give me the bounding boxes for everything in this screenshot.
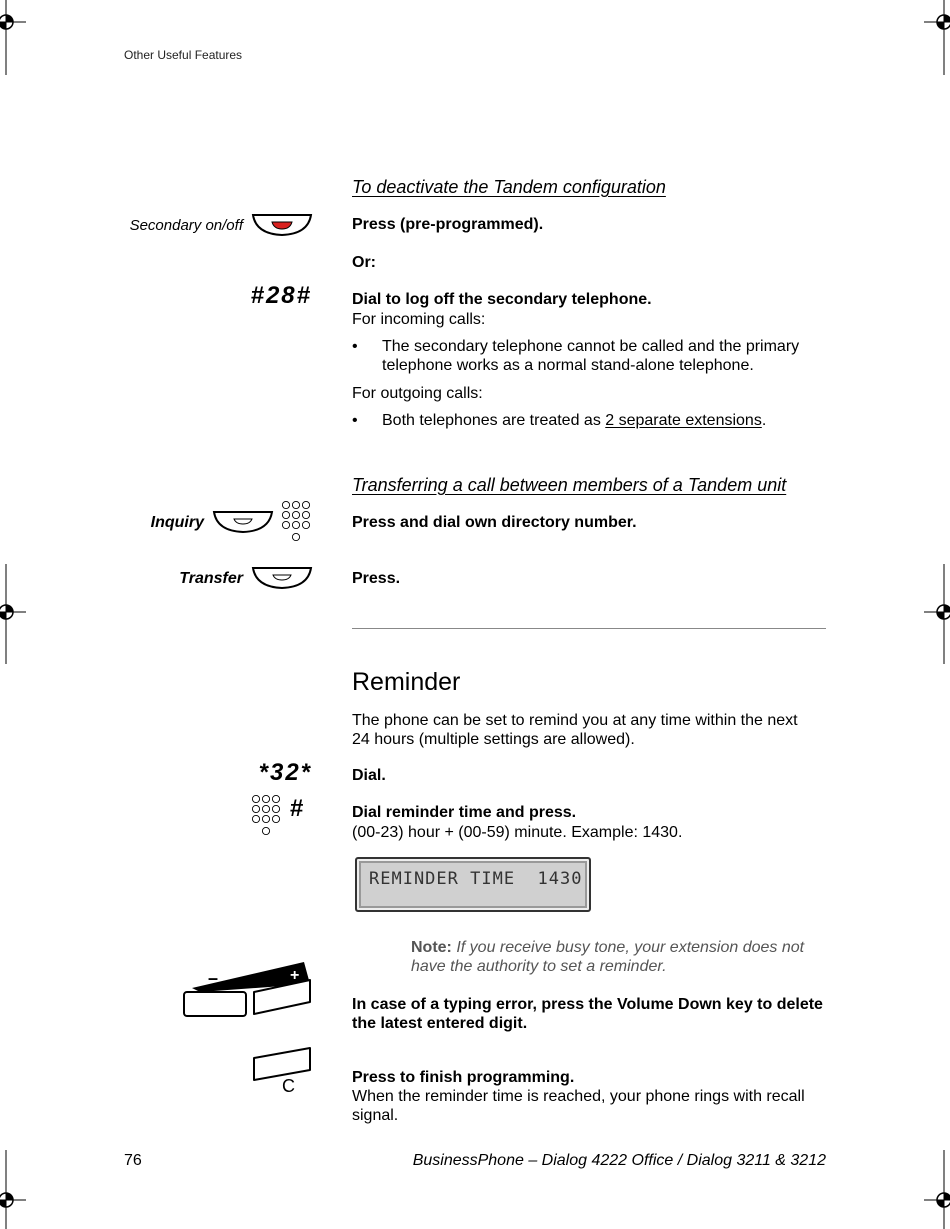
deactivate-tandem-heading: To deactivate the Tandem configuration — [352, 177, 666, 197]
outgoing-bullet-text: Both telephones are treated as 2 separate extensions. — [382, 412, 767, 429]
hash-key-symbol: # — [290, 795, 304, 822]
registration-mark-bottom-left — [0, 1150, 30, 1229]
keypad-icon — [279, 499, 315, 545]
transfer-label: Transfer — [179, 570, 243, 587]
reminder-code: *32* — [258, 759, 312, 786]
registration-mark-mid-left — [0, 564, 30, 664]
reminder-dial-text: Dial. — [352, 767, 386, 784]
secondary-on-off-key-icon — [250, 212, 314, 238]
note-label: Note: — [411, 939, 452, 956]
finish-detail: When the reminder time is reached, your phone rings with recall signal. — [352, 1088, 805, 1124]
press-preprogrammed-text: Press (pre-programmed). — [352, 216, 544, 233]
note-text: If you receive busy tone, your extension does not have the authority to set a reminder. — [411, 939, 805, 975]
transfer-key-icon — [250, 565, 314, 591]
inquiry-key-icon — [211, 509, 275, 535]
section-divider — [352, 628, 826, 629]
reminder-title: Reminder — [352, 668, 461, 696]
volume-plus-symbol: + — [290, 967, 300, 984]
transfer-instruction: Press. — [352, 570, 401, 587]
registration-mark-top-right — [920, 0, 950, 80]
bullet-icon: • — [352, 412, 358, 429]
outgoing-calls-label: For outgoing calls: — [352, 385, 483, 402]
transfer-tandem-heading: Transferring a call between members of a Tandem unit — [352, 475, 787, 495]
footer-title: BusinessPhone – Dialog 4222 Office / Dialog 3211 & 3212 — [412, 1152, 826, 1169]
dial-log-off-text: Dial to log off the secondary telephone. — [352, 291, 652, 308]
incoming-bullet-text: The secondary telephone cannot be called and the primary telephone works as a normal stand-alone telephone. — [382, 338, 800, 374]
clear-key-label: C — [282, 1076, 295, 1096]
volume-keys-icon — [180, 958, 316, 1020]
finish-instruction: Press to finish programming. — [352, 1069, 575, 1086]
phone-display — [355, 857, 591, 912]
volume-minus-symbol: – — [208, 968, 219, 988]
typing-error-instruction: In case of a typing error, press the Volume Down key to delete the latest entered digit. — [352, 996, 823, 1032]
inquiry-label: Inquiry — [150, 514, 204, 531]
incoming-bullet — [352, 337, 832, 377]
bullet-icon: • — [352, 338, 358, 355]
or-text: Or: — [352, 254, 376, 271]
registration-mark-mid-right — [920, 564, 950, 664]
keypad-icon — [249, 793, 285, 839]
outgoing-bullet — [352, 411, 832, 431]
display-text: REMINDER TIME 1430 — [369, 869, 583, 889]
running-header: Other Useful Features — [124, 48, 243, 62]
secondary-on-off-label: Secondary on/off — [129, 217, 243, 234]
incoming-calls-label: For incoming calls: — [352, 311, 486, 328]
log-off-code: #28# — [250, 282, 312, 309]
separate-extensions-link[interactable]: 2 separate extensions — [605, 412, 762, 429]
reminder-time-instruction: Dial reminder time and press. — [352, 804, 577, 821]
reminder-time-detail: (00-23) hour + (00-59) minute. Example: 1430. — [352, 824, 683, 841]
registration-mark-bottom-right — [920, 1150, 950, 1229]
reminder-intro: The phone can be set to remind you at any time within the next 24 hours (multiple settings are allowed). — [352, 712, 798, 748]
registration-mark-top-left — [0, 0, 30, 80]
busy-tone-note — [411, 938, 831, 976]
page-number: 76 — [124, 1152, 142, 1169]
inquiry-instruction: Press and dial own directory number. — [352, 514, 637, 531]
